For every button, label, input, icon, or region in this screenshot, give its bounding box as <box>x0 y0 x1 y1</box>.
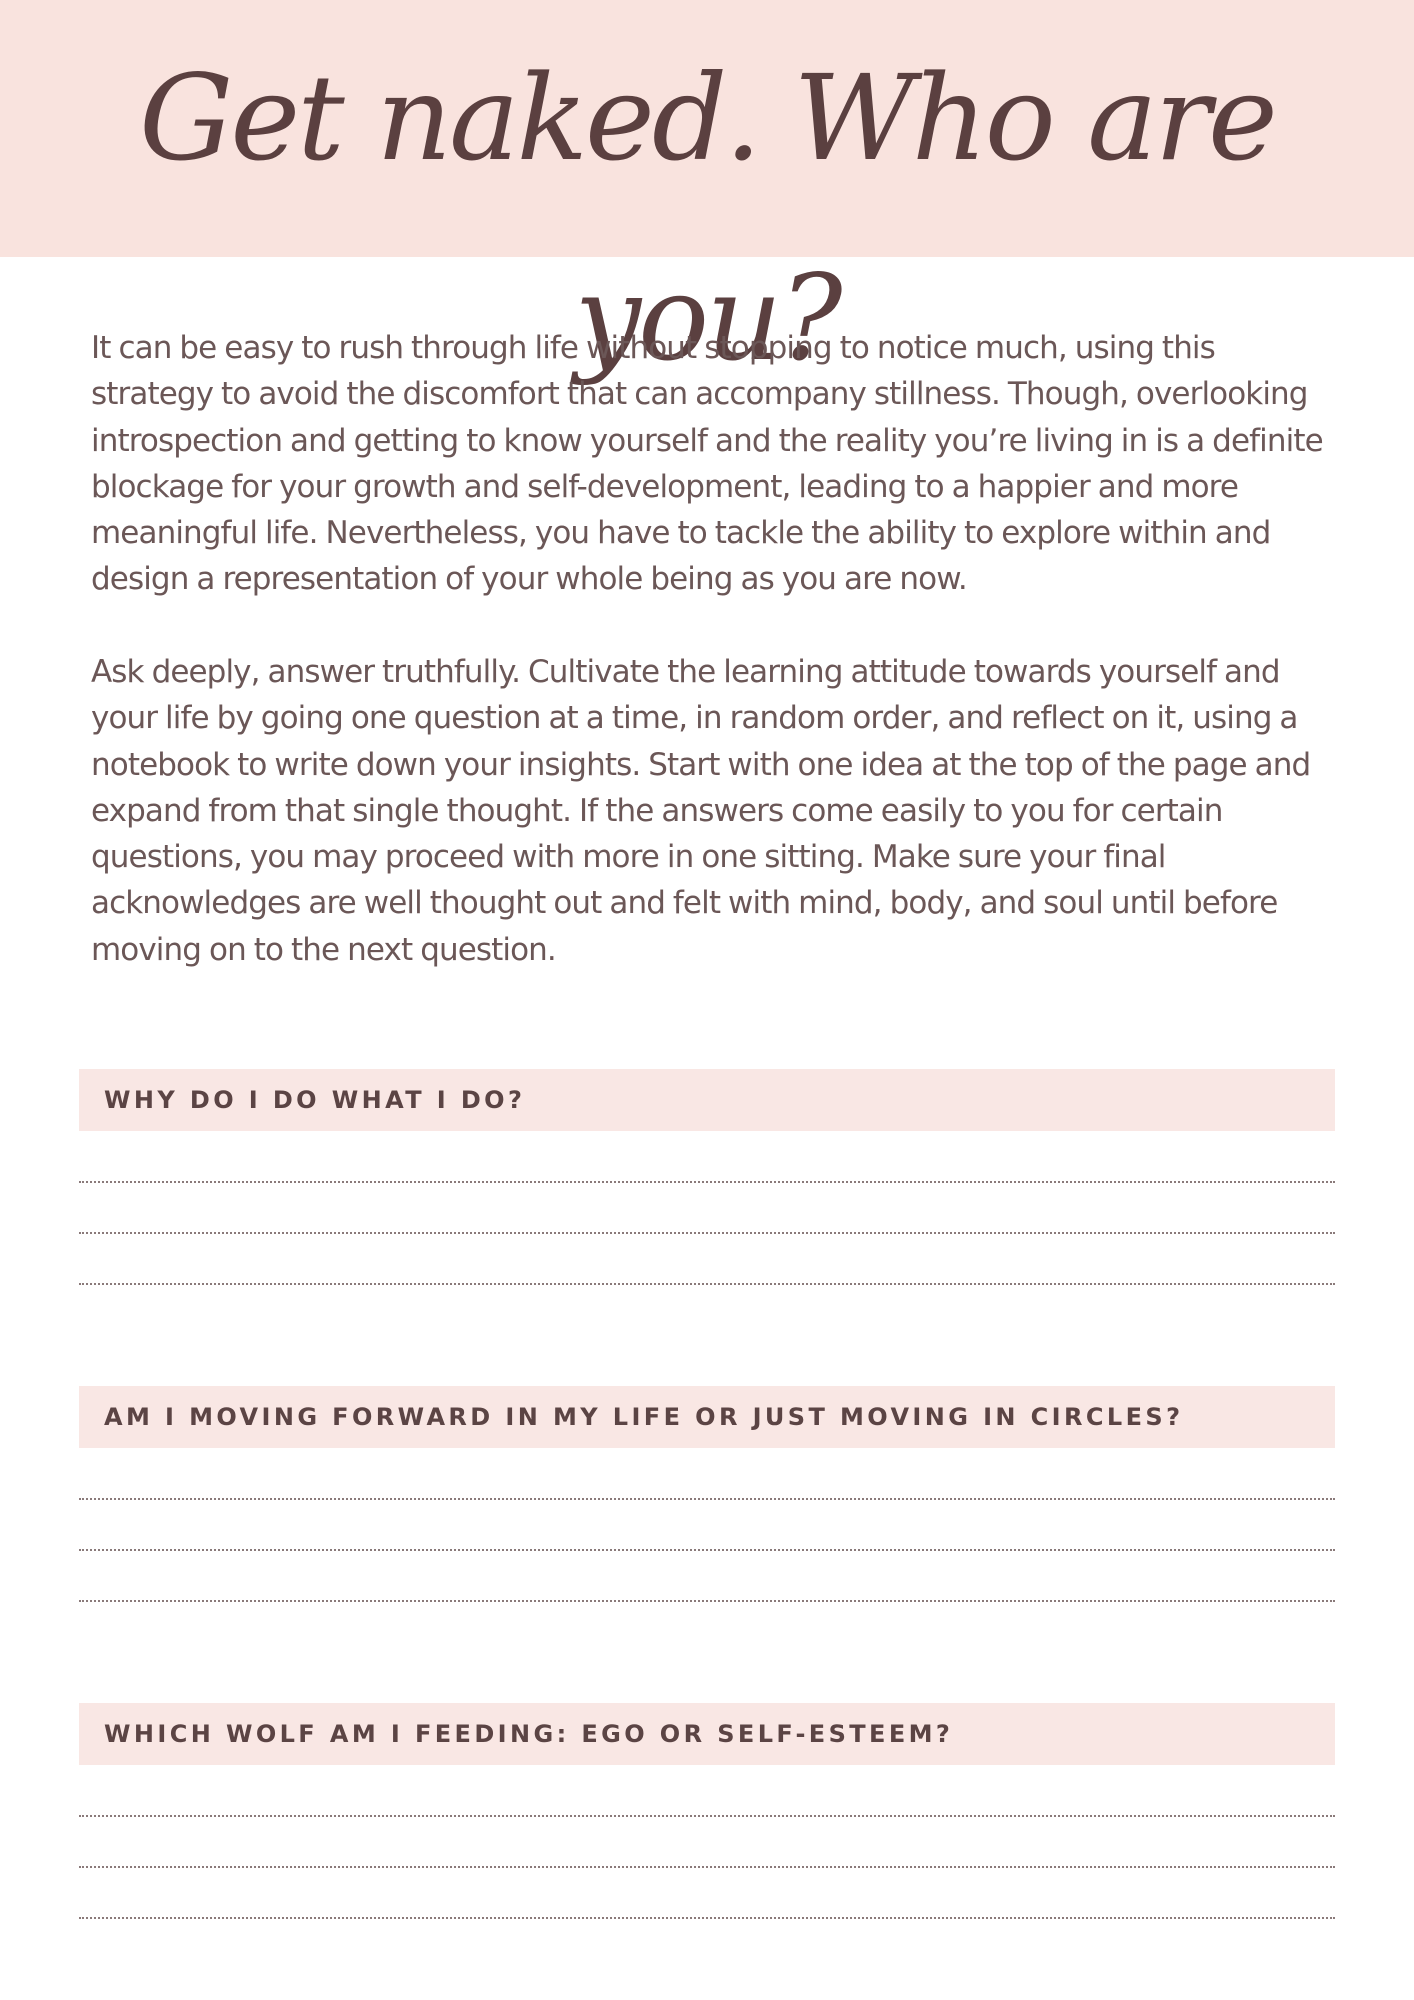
question-bar <box>79 1703 1335 1765</box>
answer-line <box>79 1917 1335 1919</box>
answer-line <box>79 1232 1335 1234</box>
question-label: WHICH WOLF AM I FEEDING: EGO OR SELF-ESTEEM? <box>104 1720 954 1748</box>
answer-line <box>79 1283 1335 1285</box>
question-section <box>79 1386 1335 1448</box>
question-bar <box>79 1069 1335 1131</box>
instructions-paragraph: Ask deeply, answer truthfully. Cultivate the learning attitude towards yourself and your life by going one question at a time, in random order, and reflect on it, using a notebook to write down your insights. Start with one idea at the top of the page and expand from that single thought. If the answers come easily to you for certain questions, you may proceed with more in one sitting. Make sure your final acknowledges are well thought out and felt with mind, body, and soul until before moving on to the next question. <box>91 654 1311 968</box>
answer-line <box>79 1181 1335 1183</box>
answer-line <box>79 1498 1335 1500</box>
intro-paragraph: It can be easy to rush through life without stopping to notice much, using this strategy to avoid the discomfort that can accompany stillness. Though, overlooking introspection and getting to know yourself and the reality you’re living in is a definite blockage for your growth and self-development, leading to a happier and more meaningful life. Nevertheless, you have to tackle the ability to explore within and design a representation of your whole being as you are now. <box>91 330 1323 598</box>
question-bar <box>79 1386 1335 1448</box>
header-band <box>0 0 1414 387</box>
question-label: AM I MOVING FORWARD IN MY LIFE OR JUST MOVING IN CIRCLES? <box>104 1403 1184 1431</box>
page-title: Get naked. Who are you? <box>139 49 1275 387</box>
question-section <box>79 1069 1335 1131</box>
answer-line <box>79 1549 1335 1551</box>
answer-line <box>79 1600 1335 1602</box>
question-section <box>79 1703 1335 1765</box>
question-label: WHY DO I DO WHAT I DO? <box>104 1086 526 1114</box>
answer-line <box>79 1815 1335 1817</box>
answer-line <box>79 1866 1335 1868</box>
